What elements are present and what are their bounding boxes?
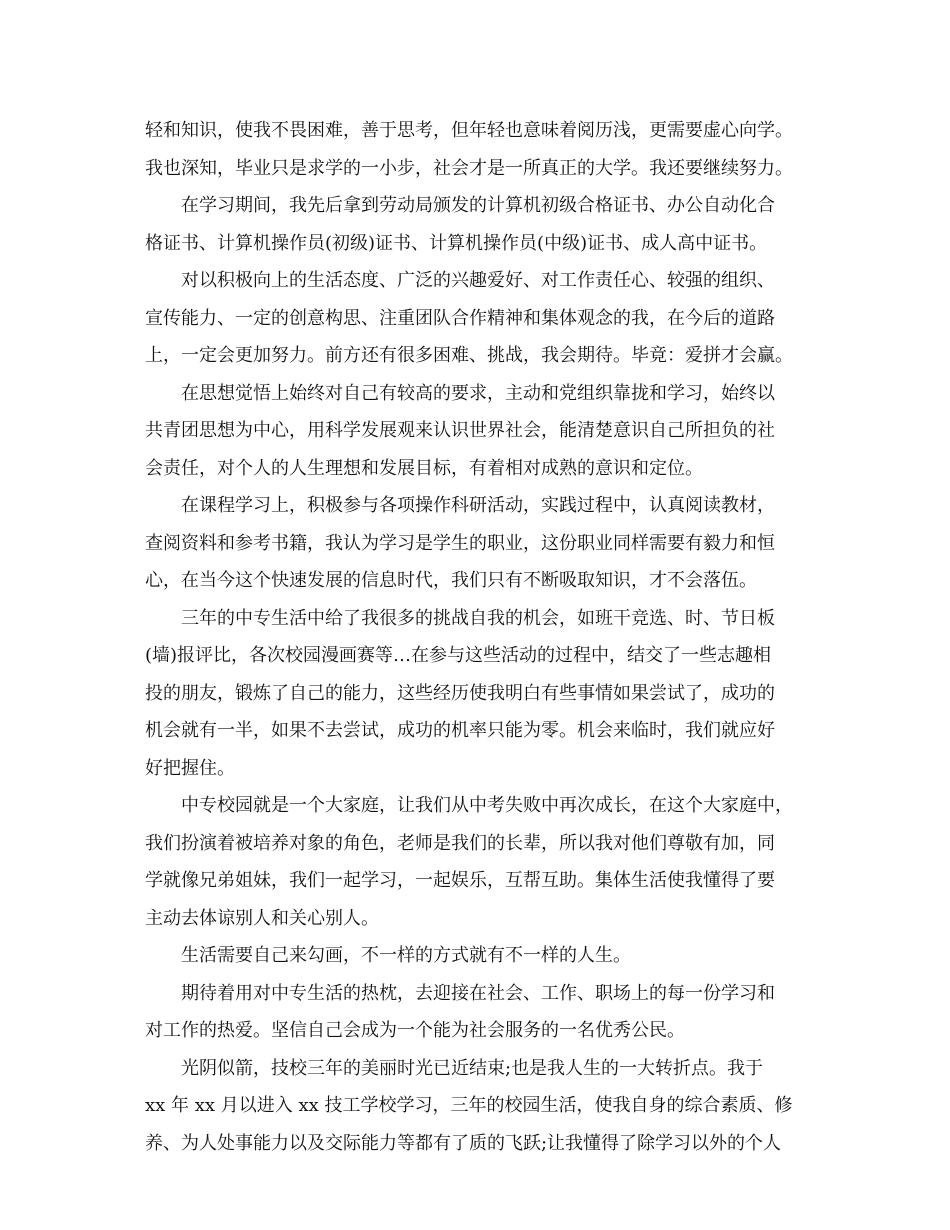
text-line: 轻和知识，使我不畏困难，善于思考，但年轻也意味着阅历浅，更需要虚心向学。 xyxy=(145,120,793,141)
text-line: 我们扮演着被培养对象的角色，老师是我们的长辈，所以我对他们尊敬有加，同 xyxy=(145,832,775,854)
text-line: 三年的中专生活中给了我很多的挑战自我的机会，如班干竞选、时、节日板 xyxy=(181,607,775,629)
text-line: 养、为人处事能力以及交际能力等都有了质的飞跃;让我懂得了除学习以外的个人 xyxy=(145,1132,782,1154)
text-line: 生活需要自己来勾画，不一样的方式就有不一样的人生。 xyxy=(181,945,631,966)
text-line: 好把握住。 xyxy=(145,757,235,779)
text-line: 会责任，对个人的人生理想和发展目标，有着相对成熟的意识和定位。 xyxy=(145,457,703,479)
text-line: 中专校园就是一个大家庭，让我们从中考失败中再次成长，在这个大家庭中， xyxy=(181,795,793,816)
text-line: 上，一定会更加努力。前方还有很多困难、挑战，我会期待。毕竟：爱拼才会赢。 xyxy=(145,345,793,366)
text-line: 对工作的热爱。坚信自己会成为一个能为社会服务的一名优秀公民。 xyxy=(145,1020,685,1041)
text-line: 光阴似箭，技校三年的美丽时光已近结束;也是我人生的一大转折点。我于 xyxy=(181,1057,764,1079)
text-line: (墙)报评比，各次校园漫画赛等…在参与这些活动的过程中，结交了一些志趣相 xyxy=(145,645,772,666)
text-line: 我也深知，毕业只是求学的一小步，社会才是一所真正的大学。我还要继续努力。 xyxy=(145,157,793,179)
text-line: 机会就有一半，如果不去尝试，成功的机率只能为零。机会来临时，我们就应好 xyxy=(145,720,775,741)
text-line: 学就像兄弟姐妹，我们一起学习，一起娱乐，互帮互助。集体生活使我懂得了要 xyxy=(145,870,775,891)
text-line: 查阅资料和参考书籍，我认为学习是学生的职业，这份职业同样需要有毅力和恒 xyxy=(145,532,775,554)
text-line: 投的朋友，锻炼了自己的能力，这些经历使我明白有些事情如果尝试了，成功的 xyxy=(145,682,775,704)
text-line: 对以积极向上的生活态度、广泛的兴趣爱好、对工作责任心、较强的组织、 xyxy=(181,270,775,291)
text-line: 主动去体谅别人和关心别人。 xyxy=(145,907,379,929)
text-line: 在学习期间，我先后拿到劳动局颁发的计算机初级合格证书、办公自动化合 xyxy=(181,195,775,216)
document-body xyxy=(145,112,810,1162)
text-line: xx 年 xx 月以进入 xx 技工学校学习，三年的校园生活，使我自身的综合素质、修 xyxy=(145,1095,793,1116)
text-line: 共青团思想为中心，用科学发展观来认识世界社会，能清楚意识自己所担负的社 xyxy=(145,420,775,441)
text-line: 心，在当今这个快速发展的信息时代，我们只有不断吸取知识，才不会落伍。 xyxy=(145,570,757,591)
text-line: 在思想觉悟上始终对自己有较高的要求，主动和党组织靠拢和学习，始终以 xyxy=(181,382,775,404)
text-line: 在课程学习上，积极参与各项操作科研活动，实践过程中，认真阅读教材， xyxy=(181,495,775,516)
text-line: 格证书、计算机操作员(初级)证书、计算机操作员(中级)证书、成人高中证书。 xyxy=(145,232,768,254)
text-line: 期待着用对中专生活的热枕，去迎接在社会、工作、职场上的每一份学习和 xyxy=(181,982,775,1004)
text-line: 宣传能力、一定的创意构思、注重团队合作精神和集体观念的我，在今后的道路 xyxy=(145,307,775,329)
